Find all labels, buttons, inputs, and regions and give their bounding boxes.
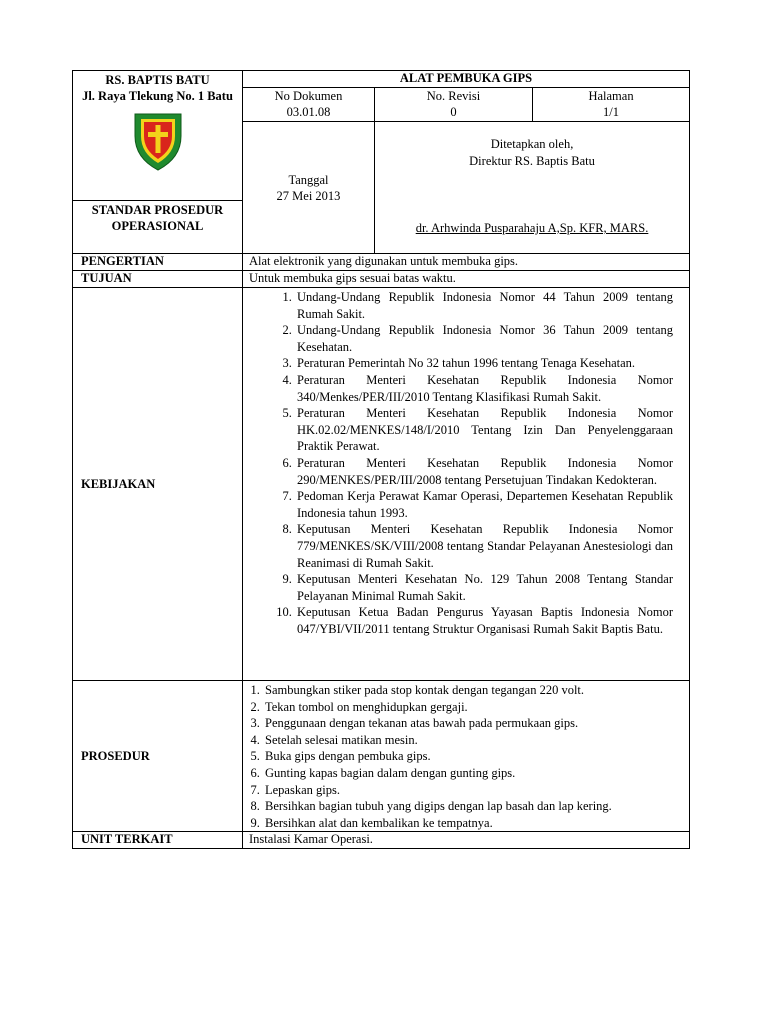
- direktur-title: Direktur RS. Baptis Batu: [469, 154, 595, 168]
- kebijakan-cell: [243, 288, 690, 681]
- unit-terkait-label: UNIT TERKAIT: [73, 832, 243, 849]
- pengertian-text: Alat elektronik yang digunakan untuk membuka gips.: [243, 254, 690, 271]
- spo-cell: [73, 201, 243, 254]
- prosedur-list: [243, 682, 689, 831]
- doc-title: ALAT PEMBUKA GIPS: [399, 71, 533, 85]
- list-item: 2. Undang-Undang Republik Indonesia Nomor 36 Tahun 2009 tentang Kesehatan.: [295, 322, 673, 355]
- no-revisi-cell: [375, 88, 533, 122]
- no-dokumen-value: 03.01.08: [286, 105, 331, 119]
- kebijakan-label: KEBIJAKAN: [73, 288, 243, 681]
- hospital-address: Jl. Raya Tlekung No. 1 Batu: [82, 89, 233, 103]
- spo-label: STANDAR PROSEDUR OPERASIONAL: [91, 203, 224, 233]
- signatory-name: dr. Arhwinda Pusparahaju A,Sp. KFR, MARS.: [415, 221, 649, 235]
- unit-terkait-text: Instalasi Kamar Operasi.: [243, 832, 690, 849]
- sop-table: [72, 70, 690, 849]
- halaman-value: 1/1: [603, 105, 619, 119]
- list-item: 6. Gunting kapas bagian dalam dengan gunting gips.: [263, 765, 681, 782]
- list-item: 2. Tekan tombol on menghidupkan gergaji.: [263, 699, 681, 716]
- list-item: 3. Penggunaan dengan tekanan atas bawah pada permukaan gips.: [263, 715, 681, 732]
- list-item: 7. Pedoman Kerja Perawat Kamar Operasi, Departemen Kesehatan Republik Indonesia tahun 1993.: [295, 488, 673, 521]
- list-item: 9. Keputusan Menteri Kesehatan No. 129 Tahun 2008 Tentang Standar Pelayanan Minimal Rumah Sakit.: [295, 571, 673, 604]
- prosedur-label: PROSEDUR: [73, 681, 243, 832]
- tujuan-label: TUJUAN: [73, 271, 243, 288]
- no-dokumen-label: No Dokumen: [274, 89, 343, 103]
- list-item: 4. Setelah selesai matikan mesin.: [263, 732, 681, 749]
- list-item: 10. Keputusan Ketua Badan Pengurus Yayasan Baptis Indonesia Nomor 047/YBI/VII/2011 tentang Struktur Organisasi Rumah Sakit Baptis Batu.: [295, 604, 673, 637]
- prosedur-cell: [243, 681, 690, 832]
- hospital-name: RS. BAPTIS BATU: [105, 73, 210, 87]
- list-item: 7. Lepaskan gips.: [263, 782, 681, 799]
- hospital-logo: [73, 104, 242, 180]
- penetap-cell: [375, 122, 690, 254]
- halaman-cell: [533, 88, 690, 122]
- list-item: 1. Undang-Undang Republik Indonesia Nomor 44 Tahun 2009 tentang Rumah Sakit.: [295, 289, 673, 322]
- no-dokumen-cell: [243, 88, 375, 122]
- list-item: 9. Bersihkan alat dan kembalikan ke tempatnya.: [263, 815, 681, 832]
- doc-title-cell: [243, 71, 690, 88]
- halaman-label: Halaman: [588, 89, 634, 103]
- ditetapkan-oleh: Ditetapkan oleh,: [490, 137, 574, 151]
- tujuan-text: Untuk membuka gips sesuai batas waktu.: [243, 271, 690, 288]
- list-item: 8. Bersihkan bagian tubuh yang digips dengan lap basah dan lap kering.: [263, 798, 681, 815]
- no-revisi-label: No. Revisi: [426, 89, 481, 103]
- list-item: 5. Peraturan Menteri Kesehatan Republik Indonesia Nomor HK.02.02/MENKES/148/I/2010 Tentang Izin Dan Penyelenggaraan Praktik Perawat.: [295, 405, 673, 455]
- list-item: 1. Sambungkan stiker pada stop kontak dengan tegangan 220 volt.: [263, 682, 681, 699]
- hospital-header-cell: [73, 71, 243, 201]
- tanggal-label: Tanggal: [288, 172, 329, 187]
- shield-cross-logo: [132, 110, 184, 172]
- tanggal-value: 27 Mei 2013: [276, 188, 341, 203]
- list-item: 3. Peraturan Pemerintah No 32 tahun 1996 tentang Tenaga Kesehatan.: [295, 355, 673, 372]
- no-revisi-value: 0: [450, 105, 457, 119]
- tanggal-cell: [243, 122, 375, 254]
- pengertian-label: PENGERTIAN: [73, 254, 243, 271]
- list-item: 4. Peraturan Menteri Kesehatan Republik Indonesia Nomor 340/Menkes/PER/III/2010 Tentang Klasifikasi Rumah Sakit.: [295, 372, 673, 405]
- list-item: 5. Buka gips dengan pembuka gips.: [263, 748, 681, 765]
- list-item: 8. Keputusan Menteri Kesehatan Republik Indonesia Nomor 779/MENKES/SK/VIII/2008 tentang Standar Pelayanan Anestesiologi dan Reanimasi di Rumah Sakit.: [295, 521, 673, 571]
- sop-document: [72, 70, 689, 849]
- list-item: 6. Peraturan Menteri Kesehatan Republik Indonesia Nomor 290/MENKES/PER/III/2008 tentang Persetujuan Tindakan Kedokteran.: [295, 455, 673, 488]
- kebijakan-list: [243, 289, 689, 637]
